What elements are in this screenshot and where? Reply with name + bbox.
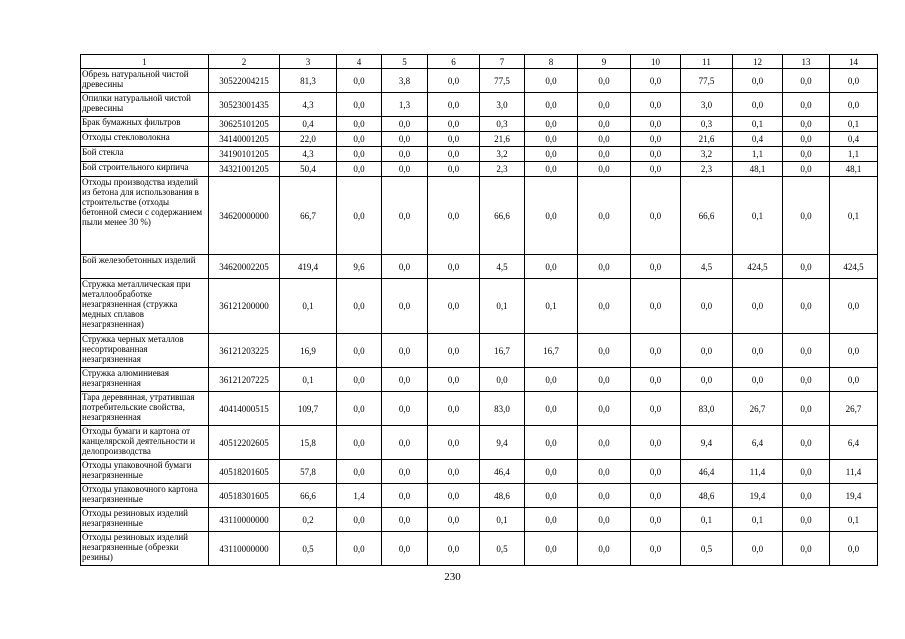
value-cell: 0,4 xyxy=(830,132,878,147)
waste-code-cell: 36121200000 xyxy=(209,279,280,334)
value-cell: 1,3 xyxy=(382,93,428,117)
column-number-2: 2 xyxy=(209,55,280,69)
waste-name-cell: Тара деревянная, утратившая потребительские свойства, незагрязненная xyxy=(81,392,209,426)
value-cell: 0,0 xyxy=(578,69,631,93)
waste-code-cell: 43110000000 xyxy=(209,508,280,532)
value-cell: 0,0 xyxy=(337,177,382,255)
value-cell: 48,6 xyxy=(681,484,733,508)
value-cell: 0,0 xyxy=(578,532,631,566)
value-cell: 0,0 xyxy=(428,93,480,117)
value-cell: 0,0 xyxy=(783,460,830,484)
waste-code-cell: 40512202605 xyxy=(209,426,280,460)
value-cell: 424,5 xyxy=(733,255,783,279)
table-row xyxy=(81,147,878,162)
waste-code-cell: 34321001205 xyxy=(209,162,280,177)
value-cell: 16,9 xyxy=(280,334,337,368)
value-cell: 109,7 xyxy=(280,392,337,426)
value-cell: 21,6 xyxy=(681,132,733,147)
value-cell: 0,0 xyxy=(830,532,878,566)
value-cell: 0,1 xyxy=(681,508,733,532)
value-cell: 0,0 xyxy=(428,177,480,255)
value-cell: 77,5 xyxy=(480,69,525,93)
value-cell: 0,0 xyxy=(525,147,578,162)
value-cell: 0,0 xyxy=(578,460,631,484)
page-number: 230 xyxy=(444,571,461,583)
value-cell: 0,0 xyxy=(337,368,382,392)
value-cell: 0,0 xyxy=(428,392,480,426)
value-cell: 0,0 xyxy=(783,426,830,460)
waste-name-cell: Стружка алюминиевая незагрязненная xyxy=(81,368,209,392)
value-cell: 0,0 xyxy=(783,93,830,117)
value-cell: 48,6 xyxy=(480,484,525,508)
value-cell: 66,7 xyxy=(280,177,337,255)
value-cell: 46,4 xyxy=(480,460,525,484)
value-cell: 0,0 xyxy=(337,132,382,147)
value-cell: 0,0 xyxy=(428,460,480,484)
value-cell: 0,0 xyxy=(783,508,830,532)
value-cell: 19,4 xyxy=(830,484,878,508)
table-row xyxy=(81,117,878,132)
value-cell: 0,0 xyxy=(428,508,480,532)
table-row xyxy=(81,162,878,177)
value-cell: 0,0 xyxy=(525,426,578,460)
table-body xyxy=(81,55,878,566)
value-cell: 0,0 xyxy=(783,484,830,508)
value-cell: 0,0 xyxy=(382,132,428,147)
value-cell: 0,0 xyxy=(578,508,631,532)
waste-name-cell: Отходы резиновых изделий незагрязненные xyxy=(81,508,209,532)
value-cell: 0,0 xyxy=(830,334,878,368)
waste-name-cell: Бой стекла xyxy=(81,147,209,162)
value-cell: 48,1 xyxy=(830,162,878,177)
value-cell: 0,0 xyxy=(783,69,830,93)
value-cell: 0,0 xyxy=(337,426,382,460)
value-cell: 0,0 xyxy=(525,177,578,255)
value-cell: 0,0 xyxy=(733,69,783,93)
column-number-14: 14 xyxy=(830,55,878,69)
value-cell: 0,0 xyxy=(681,279,733,334)
waste-name-cell: Отходы резиновых изделий незагрязненные (обрезки резины) xyxy=(81,532,209,566)
value-cell: 0,1 xyxy=(733,177,783,255)
value-cell: 0,0 xyxy=(631,93,681,117)
table-row xyxy=(81,508,878,532)
value-cell: 48,1 xyxy=(733,162,783,177)
value-cell: 0,0 xyxy=(382,368,428,392)
value-cell: 0,0 xyxy=(783,117,830,132)
value-cell: 0,0 xyxy=(428,132,480,147)
value-cell: 0,0 xyxy=(830,279,878,334)
table-row xyxy=(81,334,878,368)
value-cell: 0,0 xyxy=(428,368,480,392)
value-cell: 3,0 xyxy=(480,93,525,117)
value-cell: 0,0 xyxy=(783,392,830,426)
value-cell: 66,6 xyxy=(681,177,733,255)
value-cell: 0,0 xyxy=(428,279,480,334)
value-cell: 0,1 xyxy=(525,279,578,334)
waste-name-cell: Бой строительного кирпича xyxy=(81,162,209,177)
waste-name-cell: Отходы производства изделий из бетона для использования в строительстве (отходы бетонной смеси с содержанием пыли менее 30 %) xyxy=(81,177,209,255)
table-row xyxy=(81,93,878,117)
waste-name-cell: Стружка черных металлов несортированная незагрязненная xyxy=(81,334,209,368)
value-cell: 0,0 xyxy=(631,392,681,426)
value-cell: 4,5 xyxy=(681,255,733,279)
waste-name-cell: Брак бумажных фильтров xyxy=(81,117,209,132)
table-row xyxy=(81,532,878,566)
value-cell: 83,0 xyxy=(480,392,525,426)
value-cell: 0,0 xyxy=(428,117,480,132)
value-cell: 0,5 xyxy=(480,532,525,566)
value-cell: 0,0 xyxy=(578,132,631,147)
value-cell: 3,8 xyxy=(382,69,428,93)
value-cell: 0,0 xyxy=(733,279,783,334)
value-cell: 46,4 xyxy=(681,460,733,484)
value-cell: 66,6 xyxy=(280,484,337,508)
waste-code-cell: 36121203225 xyxy=(209,334,280,368)
value-cell: 0,0 xyxy=(681,368,733,392)
column-number-13: 13 xyxy=(783,55,830,69)
value-cell: 0,1 xyxy=(480,508,525,532)
waste-name-cell: Опилки натуральной чистой древесины xyxy=(81,93,209,117)
waste-code-cell: 30523001435 xyxy=(209,93,280,117)
value-cell: 0,0 xyxy=(525,368,578,392)
value-cell: 83,0 xyxy=(681,392,733,426)
value-cell: 0,0 xyxy=(631,162,681,177)
value-cell: 6,4 xyxy=(733,426,783,460)
column-number-1: 1 xyxy=(81,55,209,69)
waste-code-cell: 30625101205 xyxy=(209,117,280,132)
value-cell: 0,0 xyxy=(525,460,578,484)
value-cell: 16,7 xyxy=(525,334,578,368)
value-cell: 0,0 xyxy=(382,392,428,426)
value-cell: 0,0 xyxy=(525,93,578,117)
value-cell: 4,5 xyxy=(480,255,525,279)
value-cell: 77,5 xyxy=(681,69,733,93)
value-cell: 0,1 xyxy=(733,508,783,532)
table-row xyxy=(81,484,878,508)
waste-code-cell: 40414000515 xyxy=(209,392,280,426)
value-cell: 0,0 xyxy=(525,484,578,508)
column-number-5: 5 xyxy=(382,55,428,69)
column-number-11: 11 xyxy=(681,55,733,69)
value-cell: 3,2 xyxy=(480,147,525,162)
value-cell: 0,0 xyxy=(631,117,681,132)
value-cell: 0,0 xyxy=(631,147,681,162)
value-cell: 0,0 xyxy=(578,426,631,460)
value-cell: 0,0 xyxy=(337,93,382,117)
value-cell: 0,0 xyxy=(578,93,631,117)
value-cell: 11,4 xyxy=(830,460,878,484)
value-cell: 0,0 xyxy=(337,279,382,334)
value-cell: 0,0 xyxy=(783,368,830,392)
value-cell: 0,0 xyxy=(783,279,830,334)
value-cell: 4,3 xyxy=(280,93,337,117)
value-cell: 0,0 xyxy=(830,69,878,93)
value-cell: 0,0 xyxy=(830,368,878,392)
table-row xyxy=(81,132,878,147)
value-cell: 0,0 xyxy=(525,508,578,532)
value-cell: 0,0 xyxy=(578,162,631,177)
table-row xyxy=(81,255,878,279)
value-cell: 0,0 xyxy=(631,532,681,566)
value-cell: 0,0 xyxy=(733,93,783,117)
value-cell: 0,1 xyxy=(830,508,878,532)
value-cell: 0,0 xyxy=(337,117,382,132)
value-cell: 0,0 xyxy=(382,426,428,460)
waste-code-cell: 36121207225 xyxy=(209,368,280,392)
value-cell: 0,0 xyxy=(428,162,480,177)
value-cell: 0,0 xyxy=(428,484,480,508)
value-cell: 0,1 xyxy=(280,368,337,392)
value-cell: 0,0 xyxy=(382,460,428,484)
value-cell: 1,4 xyxy=(337,484,382,508)
value-cell: 0,0 xyxy=(631,426,681,460)
value-cell: 0,0 xyxy=(428,147,480,162)
value-cell: 0,0 xyxy=(783,147,830,162)
value-cell: 0,0 xyxy=(337,69,382,93)
value-cell: 0,0 xyxy=(382,147,428,162)
value-cell: 50,4 xyxy=(280,162,337,177)
column-number-3: 3 xyxy=(280,55,337,69)
waste-code-cell: 43110000000 xyxy=(209,532,280,566)
value-cell: 0,0 xyxy=(783,132,830,147)
column-number-7: 7 xyxy=(480,55,525,69)
value-cell: 0,0 xyxy=(631,69,681,93)
value-cell: 0,0 xyxy=(631,484,681,508)
value-cell: 0,0 xyxy=(733,334,783,368)
table-row xyxy=(81,426,878,460)
value-cell: 0,0 xyxy=(337,392,382,426)
value-cell: 0,0 xyxy=(578,392,631,426)
table-row xyxy=(81,368,878,392)
value-cell: 0,0 xyxy=(631,255,681,279)
value-cell: 19,4 xyxy=(733,484,783,508)
waste-code-cell: 30522004215 xyxy=(209,69,280,93)
waste-code-cell: 34620000000 xyxy=(209,177,280,255)
table-row xyxy=(81,177,878,255)
value-cell: 0,0 xyxy=(480,368,525,392)
value-cell: 419,4 xyxy=(280,255,337,279)
table-header-row xyxy=(81,55,878,69)
value-cell: 2,3 xyxy=(681,162,733,177)
value-cell: 0,0 xyxy=(783,162,830,177)
value-cell: 0,4 xyxy=(280,117,337,132)
value-cell: 0,0 xyxy=(382,162,428,177)
value-cell: 0,0 xyxy=(631,279,681,334)
table-row xyxy=(81,69,878,93)
value-cell: 0,0 xyxy=(382,177,428,255)
value-cell: 0,0 xyxy=(525,117,578,132)
waste-code-cell: 40518301605 xyxy=(209,484,280,508)
value-cell: 9,4 xyxy=(681,426,733,460)
value-cell: 0,1 xyxy=(830,177,878,255)
waste-name-cell: Бой железобетонных изделий xyxy=(81,255,209,279)
value-cell: 0,5 xyxy=(681,532,733,566)
value-cell: 0,2 xyxy=(280,508,337,532)
value-cell: 0,0 xyxy=(382,117,428,132)
value-cell: 57,8 xyxy=(280,460,337,484)
value-cell: 0,0 xyxy=(631,368,681,392)
value-cell: 0,0 xyxy=(382,484,428,508)
value-cell: 0,0 xyxy=(428,426,480,460)
value-cell: 0,4 xyxy=(733,132,783,147)
value-cell: 0,0 xyxy=(578,484,631,508)
value-cell: 21,6 xyxy=(480,132,525,147)
table-row xyxy=(81,460,878,484)
value-cell: 81,3 xyxy=(280,69,337,93)
value-cell: 0,0 xyxy=(428,334,480,368)
value-cell: 11,4 xyxy=(733,460,783,484)
value-cell: 0,3 xyxy=(480,117,525,132)
value-cell: 0,0 xyxy=(382,279,428,334)
table-row xyxy=(81,279,878,334)
waste-name-cell: Обрезь натуральной чистой древесины xyxy=(81,69,209,93)
value-cell: 0,0 xyxy=(578,279,631,334)
value-cell: 0,0 xyxy=(783,334,830,368)
waste-name-cell: Отходы стекловолокна xyxy=(81,132,209,147)
value-cell: 0,3 xyxy=(681,117,733,132)
value-cell: 0,0 xyxy=(337,532,382,566)
column-number-6: 6 xyxy=(428,55,480,69)
value-cell: 4,3 xyxy=(280,147,337,162)
value-cell: 0,0 xyxy=(631,460,681,484)
value-cell: 0,0 xyxy=(631,334,681,368)
value-cell: 0,0 xyxy=(337,508,382,532)
table-row xyxy=(81,392,878,426)
value-cell: 0,0 xyxy=(830,93,878,117)
value-cell: 0,0 xyxy=(525,255,578,279)
waste-code-cell: 34140001205 xyxy=(209,132,280,147)
value-cell: 0,0 xyxy=(525,532,578,566)
value-cell: 0,0 xyxy=(428,255,480,279)
value-cell: 0,0 xyxy=(578,147,631,162)
value-cell: 0,0 xyxy=(382,508,428,532)
value-cell: 0,0 xyxy=(578,334,631,368)
value-cell: 0,0 xyxy=(783,532,830,566)
waste-code-cell: 40518201605 xyxy=(209,460,280,484)
waste-code-cell: 34620002205 xyxy=(209,255,280,279)
value-cell: 0,1 xyxy=(480,279,525,334)
value-cell: 0,0 xyxy=(525,392,578,426)
waste-code-cell: 34190101205 xyxy=(209,147,280,162)
value-cell: 3,0 xyxy=(681,93,733,117)
value-cell: 0,0 xyxy=(525,162,578,177)
value-cell: 26,7 xyxy=(733,392,783,426)
value-cell: 3,2 xyxy=(681,147,733,162)
column-number-10: 10 xyxy=(631,55,681,69)
value-cell: 1,1 xyxy=(830,147,878,162)
value-cell: 2,3 xyxy=(480,162,525,177)
value-cell: 0,0 xyxy=(578,368,631,392)
value-cell: 9,6 xyxy=(337,255,382,279)
value-cell: 16,7 xyxy=(480,334,525,368)
value-cell: 0,5 xyxy=(280,532,337,566)
value-cell: 0,0 xyxy=(578,255,631,279)
column-number-12: 12 xyxy=(733,55,783,69)
column-number-4: 4 xyxy=(337,55,382,69)
value-cell: 0,0 xyxy=(525,132,578,147)
value-cell: 0,1 xyxy=(830,117,878,132)
value-cell: 0,1 xyxy=(280,279,337,334)
value-cell: 0,0 xyxy=(337,147,382,162)
value-cell: 6,4 xyxy=(830,426,878,460)
value-cell: 22,0 xyxy=(280,132,337,147)
value-cell: 15,8 xyxy=(280,426,337,460)
value-cell: 0,1 xyxy=(733,117,783,132)
value-cell: 0,0 xyxy=(783,255,830,279)
waste-name-cell: Отходы упаковочной бумаги незагрязненные xyxy=(81,460,209,484)
value-cell: 0,0 xyxy=(382,532,428,566)
column-number-9: 9 xyxy=(578,55,631,69)
waste-name-cell: Стружка металлическая при металлообработке незагрязненная (стружка медных сплавов незагрязненная) xyxy=(81,279,209,334)
waste-name-cell: Отходы бумаги и картона от канцелярской деятельности и делопроизводства xyxy=(81,426,209,460)
value-cell: 424,5 xyxy=(830,255,878,279)
value-cell: 0,0 xyxy=(337,334,382,368)
value-cell: 0,0 xyxy=(428,532,480,566)
value-cell: 0,0 xyxy=(337,162,382,177)
value-cell: 26,7 xyxy=(830,392,878,426)
value-cell: 0,0 xyxy=(733,368,783,392)
value-cell: 0,0 xyxy=(733,532,783,566)
waste-data-table xyxy=(80,54,878,566)
value-cell: 0,0 xyxy=(578,117,631,132)
column-number-8: 8 xyxy=(525,55,578,69)
value-cell: 0,0 xyxy=(578,177,631,255)
waste-name-cell: Отходы упаковочного картона незагрязненные xyxy=(81,484,209,508)
value-cell: 0,0 xyxy=(525,69,578,93)
value-cell: 0,0 xyxy=(428,69,480,93)
value-cell: 0,0 xyxy=(382,255,428,279)
value-cell: 0,0 xyxy=(337,460,382,484)
value-cell: 1,1 xyxy=(733,147,783,162)
value-cell: 0,0 xyxy=(631,132,681,147)
value-cell: 0,0 xyxy=(631,508,681,532)
value-cell: 0,0 xyxy=(382,334,428,368)
value-cell: 0,0 xyxy=(681,334,733,368)
value-cell: 9,4 xyxy=(480,426,525,460)
value-cell: 0,0 xyxy=(783,177,830,255)
value-cell: 66,6 xyxy=(480,177,525,255)
value-cell: 0,0 xyxy=(631,177,681,255)
